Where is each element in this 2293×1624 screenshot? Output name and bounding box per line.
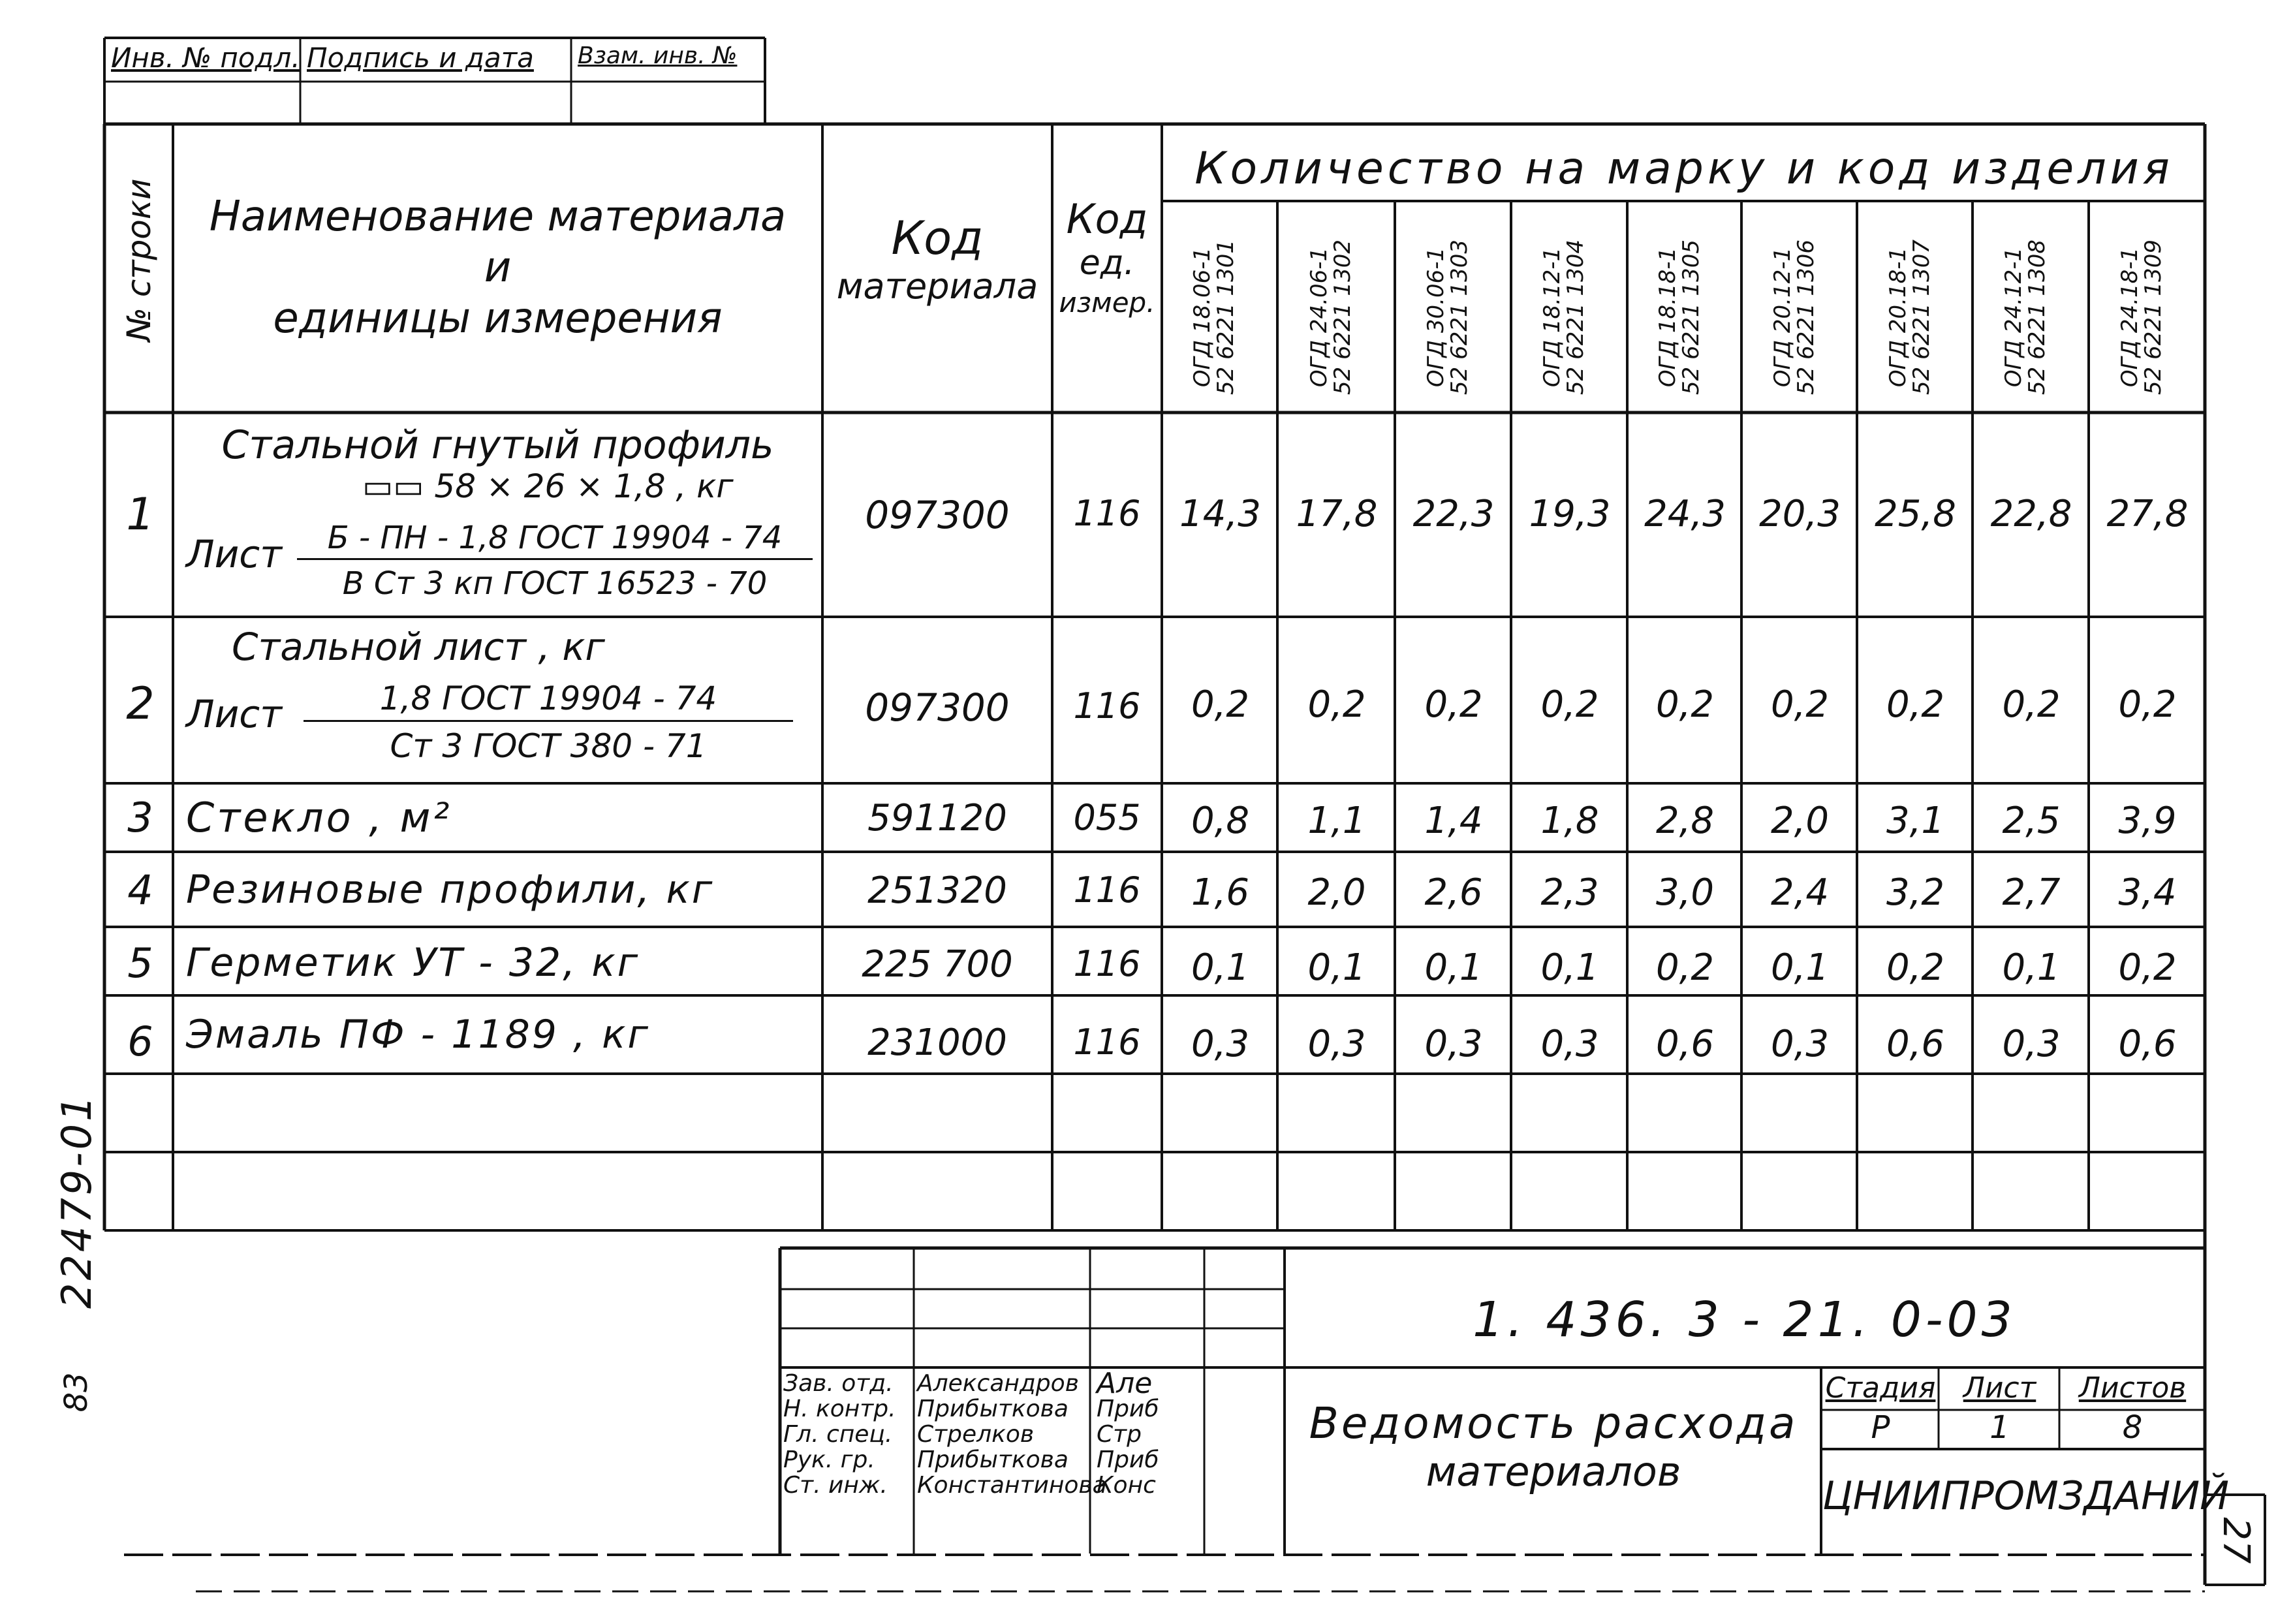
row5-no: 5 [127,939,153,987]
row4-name: Резиновые профили, кг [186,867,715,913]
row3-name: Стекло , м² [186,794,452,841]
row5-value-6: 0,1 [1770,946,1830,989]
row6-value-8: 0,3 [2002,1023,2061,1065]
row2-value-5: 0,2 [1655,683,1715,726]
row6-value-2: 0,3 [1307,1023,1366,1065]
row6-value-3: 0,3 [1424,1023,1483,1065]
sheets-label: Листов [2078,1371,2187,1405]
document-title-line1: Ведомость расхода [1309,1398,1798,1448]
signature-role-4: Рук. гр. [783,1446,875,1473]
col-header-name-line3: единицы измерения [273,294,723,343]
signature-sign-3: Стр [1097,1421,1142,1448]
row4-value-1: 1,6 [1191,871,1250,914]
row5-value-7: 0,2 [1886,946,1945,989]
col-header-code-line2: материала [836,266,1038,307]
row1-value-6: 20,3 [1759,493,1841,535]
product-header-3: ОГД 30.06-1 52 6221 1303 [1423,240,1473,395]
row1-value-5: 24,3 [1644,493,1726,535]
col-header-name-line1: Наименование материала [209,193,787,241]
row4-value-7: 3,2 [1886,871,1945,914]
col-header-unit [1053,195,1161,319]
col-header-code [824,211,1051,307]
organization-name: ЦНИИПРОМЗДАНИЙ [1822,1473,2230,1519]
signature-sign-2: Приб [1097,1396,1159,1422]
row4-unit: 116 [1073,869,1141,911]
product-header-8: ОГД 24.12-1 52 6221 1308 [2001,240,2050,395]
row2-value-8: 0,2 [2002,683,2061,726]
row5-value-8: 0,1 [2002,946,2061,989]
row5-value-2: 0,1 [1307,946,1366,989]
col-header-unit-line2: ед. [1079,243,1135,283]
row2-sheet-label: Лист [186,692,282,736]
row1-value-7: 25,8 [1875,493,1956,535]
col-header-row-no: № строки [120,178,158,341]
stage-label: Стадия [1825,1371,1936,1405]
row2-value-3: 0,2 [1424,683,1483,726]
row1-value-8: 22,8 [1990,493,2072,535]
row5-unit: 116 [1073,943,1141,984]
signature-sign-5: Конс [1097,1472,1156,1499]
row4-value-5: 3,0 [1655,871,1715,914]
row2-fraction-line [304,720,793,722]
row6-value-1: 0,3 [1191,1023,1250,1065]
product-header-7: ОГД 20.18-1 52 6221 1307 [1885,240,1935,395]
col-header-name-line2: и [484,243,512,292]
sheets-value: 8 [2122,1409,2143,1446]
row1-name-line1: Стальной гнутый профиль [221,422,774,468]
row6-value-6: 0,3 [1770,1023,1830,1065]
row1-value-1: 14,3 [1179,493,1261,535]
row4-no: 4 [127,866,153,914]
product-header-5: ОГД 18.18-1 52 6221 1305 [1655,240,1704,395]
signature-role-5: Ст. инж. [783,1472,888,1499]
col-header-name [176,193,819,343]
col-header-unit-line1: Код [1066,195,1148,243]
doc-number: 1. 436. 3 - 21. 0-03 [1473,1292,2016,1348]
row1-fraction-denominator: В Ст 3 кп ГОСТ 16523 - 70 [342,565,768,602]
signature-role-2: Н. контр. [783,1396,896,1422]
sheet-value: 1 [1989,1409,2010,1446]
row2-name-line1: Стальной лист , кг [232,625,605,669]
row1-value-2: 17,8 [1296,493,1378,535]
row5-value-3: 0,1 [1424,946,1483,989]
row1-sheet-label: Лист [186,532,282,576]
row1-name-line2: ▭▭ 58 × 26 × 1,8 , кг [362,467,734,505]
row1-value-9: 27,8 [2106,493,2189,535]
row4-value-9: 3,4 [2118,871,2177,914]
product-header-6: ОГД 20.12-1 52 6221 1306 [1770,240,1819,395]
row2-unit: 116 [1073,685,1141,726]
row1-fraction-numerator: Б - ПН - 1,8 ГОСТ 19904 - 74 [327,520,783,556]
row3-value-7: 3,1 [1886,800,1945,842]
document-title [1289,1398,1818,1495]
signature-name-1: Александров [917,1370,1079,1397]
signature-role-3: Гл. спец. [783,1421,893,1448]
row6-no: 6 [127,1018,153,1065]
row3-value-5: 2,8 [1655,800,1715,842]
row5-value-1: 0,1 [1191,946,1250,989]
signature-sign-1: Але [1097,1367,1153,1400]
row3-value-4: 1,8 [1540,800,1599,842]
stage-value: Р [1871,1409,1890,1446]
row3-unit: 055 [1073,797,1141,838]
row6-value-9: 0,6 [2118,1023,2177,1065]
row6-value-5: 0,6 [1655,1023,1715,1065]
stamp-header-podpis: Подпись и дата [307,42,534,74]
row5-name: Герметик УТ - 32, кг [186,940,640,986]
row2-value-6: 0,2 [1770,683,1830,726]
row3-value-2: 1,1 [1307,800,1366,842]
stamp-header-inv-podl: Инв. № подл. [111,42,300,74]
product-header-2: ОГД 24.06-1 52 6221 1302 [1306,240,1356,395]
row3-value-9: 3,9 [2118,800,2177,842]
row2-value-7: 0,2 [1886,683,1945,726]
row3-value-8: 2,5 [2002,800,2061,842]
row3-code: 591120 [867,797,1007,839]
row1-code: 097300 [865,493,1010,537]
col-header-code-line1: Код [891,211,984,265]
row3-value-6: 2,0 [1770,800,1830,842]
row2-value-2: 0,2 [1307,683,1366,726]
row2-fraction-denominator: Ст 3 ГОСТ 380 - 71 [390,727,707,765]
row5-code: 225 700 [862,943,1013,986]
row4-code: 251320 [867,869,1007,912]
signature-name-4: Прибыткова [917,1446,1069,1473]
signature-role-1: Зав. отд. [783,1370,894,1397]
row6-code: 231000 [867,1022,1007,1064]
stamp-header-vzam: Взам. инв. № [578,42,738,69]
qty-header: Количество на марку и код изделия [1194,143,2174,195]
row1-fraction-line [297,558,813,560]
row4-value-4: 2,3 [1540,871,1599,914]
row2-value-1: 0,2 [1191,683,1250,726]
document-title-line2: материалов [1426,1448,1681,1495]
row6-name: Эмаль ПФ - 1189 , кг [186,1012,650,1057]
row2-no: 2 [126,678,155,730]
row3-value-1: 0,8 [1191,800,1250,842]
product-header-9: ОГД 24.18-1 52 6221 1309 [2117,240,2166,395]
row4-value-8: 2,7 [2002,871,2061,914]
row1-unit: 116 [1073,493,1141,534]
col-header-unit-line3: измер. [1059,287,1155,319]
row2-value-9: 0,2 [2118,683,2177,726]
row2-code: 097300 [865,685,1010,730]
row5-value-9: 0,2 [2118,946,2177,989]
signature-sign-4: Приб [1097,1446,1159,1473]
row2-value-4: 0,2 [1540,683,1599,726]
signature-name-5: Константинова [917,1472,1107,1499]
row5-value-4: 0,1 [1540,946,1599,989]
signature-name-2: Прибыткова [917,1396,1069,1422]
row1-value-4: 19,3 [1529,493,1611,535]
row1-value-3: 22,3 [1412,493,1495,535]
row6-unit: 116 [1073,1022,1141,1063]
row1-no: 1 [126,489,155,540]
row5-value-5: 0,2 [1655,946,1715,989]
side-document-number: 22479-01 [53,1093,101,1309]
row2-fraction-numerator: 1,8 ГОСТ 19904 - 74 [379,679,717,717]
page-number: 27 [2215,1517,2257,1564]
row4-value-6: 2,4 [1770,871,1830,914]
sheet-label: Лист [1963,1371,2036,1405]
row3-no: 3 [127,794,153,841]
signature-name-3: Стрелков [917,1421,1035,1448]
product-header-4: ОГД 18.12-1 52 6221 1304 [1539,240,1589,395]
row3-value-3: 1,4 [1424,800,1483,842]
row6-value-4: 0,3 [1540,1023,1599,1065]
row6-value-7: 0,6 [1886,1023,1945,1065]
side-small-number: 83 [58,1372,95,1413]
product-header-1: ОГД 18.06-1 52 6221 1301 [1189,240,1239,395]
row4-value-2: 2,0 [1307,871,1366,914]
row4-value-3: 2,6 [1424,871,1483,914]
